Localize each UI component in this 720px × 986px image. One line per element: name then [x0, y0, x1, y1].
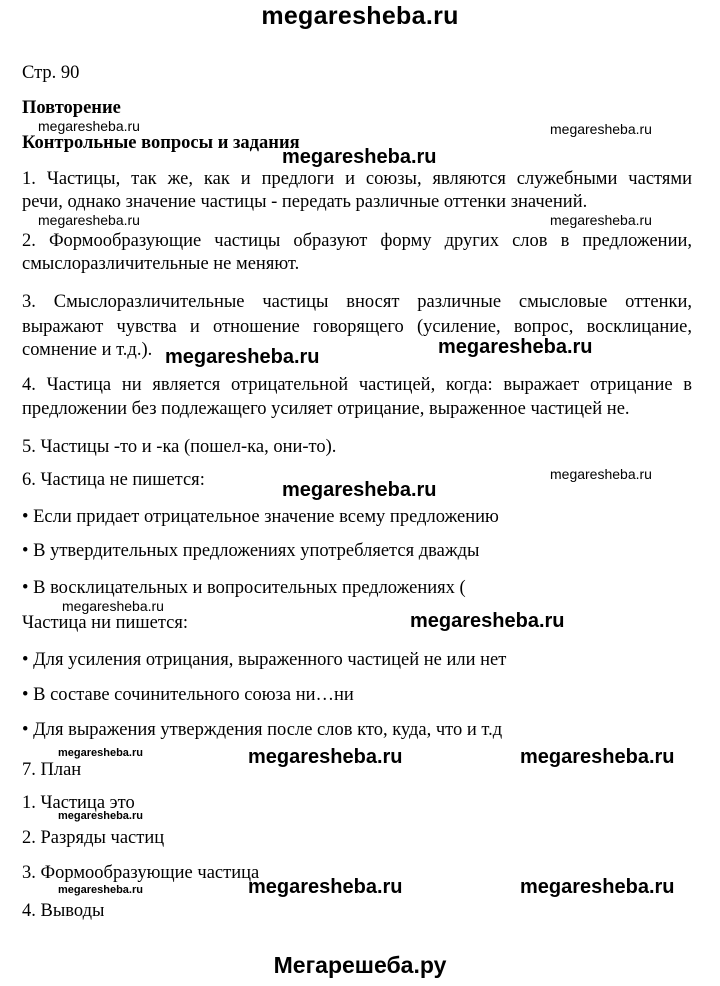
watermark: megaresheba.ru [520, 746, 675, 768]
watermark: megaresheba.ru [438, 336, 593, 358]
watermark: megaresheba.ru [58, 810, 143, 822]
q2-line-1: 2. Формообразующие частицы образуют форму других слов в предложении, [22, 231, 692, 251]
q6-intro: 6. Частица не пишется: [22, 470, 205, 490]
plan-item: 3. Формообразующие частица [22, 863, 260, 883]
watermark: megaresheba.ru [282, 146, 437, 168]
list-item: • Для выражения утверждения после слов кто, куда, что и т.д [22, 720, 503, 740]
watermark: megaresheba.ru [165, 346, 320, 368]
plan-item: 2. Разряды частиц [22, 828, 165, 848]
q3-line-3: сомнение и т.д.). [22, 340, 153, 360]
list-item: • Если придает отрицательное значение всему предложению [22, 507, 499, 527]
subtitle: Контрольные вопросы и задания [22, 133, 300, 153]
list-item: • Для усиления отрицания, выраженного частицей не или нет [22, 650, 507, 670]
watermark: megaresheba.ru [38, 118, 140, 134]
q4-line-2: предложении без подлежащего усиляет отрицание, выраженное частицей не. [22, 399, 630, 419]
q1-line-2: речи, однако значение частицы - передать различные оттенки значений. [22, 192, 588, 212]
q5-line: 5. Частицы -то и -ка (пошел-ка, они-то). [22, 437, 337, 457]
watermark: megaresheba.ru [58, 747, 143, 759]
watermark: megaresheba.ru [550, 121, 652, 137]
page-reference: Стр. 90 [22, 63, 80, 83]
watermark: megaresheba.ru [410, 610, 565, 632]
watermark: megaresheba.ru [550, 466, 652, 482]
q1-line-1: 1. Частицы, так же, как и предлоги и союзы, являются служебными частями [22, 169, 692, 189]
watermark: megaresheba.ru [520, 876, 675, 898]
plan-item: 4. Выводы [22, 901, 105, 921]
watermark: megaresheba.ru [38, 212, 140, 228]
site-footer: Мегарешеба.ру [273, 952, 447, 978]
q2-line-2: смыслоразличительные не меняют. [22, 254, 300, 274]
q7-intro: 7. План [22, 760, 82, 780]
watermark: megaresheba.ru [550, 212, 652, 228]
section-title: Повторение [22, 98, 121, 118]
watermark: megaresheba.ru [62, 598, 164, 614]
plan-item: 1. Частица это [22, 793, 135, 813]
list-item: • В восклицательных и вопросительных предложениях ( [22, 578, 466, 598]
watermark: megaresheba.ru [248, 746, 403, 768]
site-header: megaresheba.ru [261, 2, 459, 30]
q4-line-1: 4. Частица ни является отрицательной частицей, когда: выражает отрицание в [22, 375, 692, 395]
watermark: megaresheba.ru [282, 479, 437, 501]
q6-ni-intro: Частица ни пишется: [22, 613, 189, 633]
q3-line-2: выражают чувства и отношение говорящего (усиление, вопрос, восклицание, [22, 317, 692, 337]
watermark: megaresheba.ru [58, 884, 143, 896]
watermark: megaresheba.ru [248, 876, 403, 898]
list-item: • В утвердительных предложениях употребляется дважды [22, 541, 480, 561]
list-item: • В составе сочинительного союза ни…ни [22, 685, 354, 705]
q3-line-1: 3. Смыслоразличительные частицы вносят различные смысловые оттенки, [22, 292, 692, 312]
